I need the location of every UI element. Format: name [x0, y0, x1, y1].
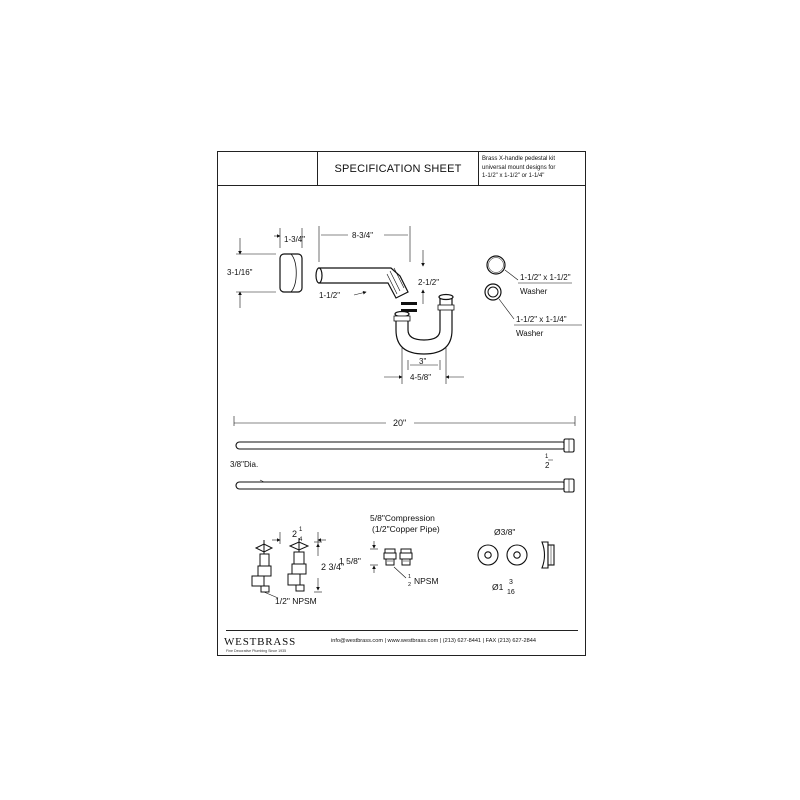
supply-tube-lower — [236, 479, 574, 492]
washer-large-label: 1-1/2" x 1-1/2" — [520, 273, 571, 282]
tube-end-numerator: 1 — [545, 454, 549, 460]
nut-thread-numerator: 1 — [408, 574, 412, 580]
valve-left — [252, 540, 272, 592]
escutcheon-side — [542, 542, 554, 568]
valve-right — [288, 538, 308, 591]
flange-width-label: 1-3/4" — [284, 235, 306, 244]
valve-height-label: 2 3/4" — [321, 562, 345, 572]
arm-diameter-arrow — [354, 292, 366, 295]
brand-logo: WESTBRASS — [224, 636, 296, 648]
arm-length-label: 8-3/4" — [352, 231, 374, 240]
flange-part — [280, 254, 302, 292]
valve-width-denominator: 4 — [299, 537, 303, 543]
washer-large — [487, 256, 505, 274]
escutcheon-inner-label: Ø3/8" — [494, 527, 516, 537]
valve-thread-label: 1/2" NPSM — [275, 596, 317, 606]
escutcheon-outer-numerator: 3 — [509, 579, 513, 586]
washer-small — [485, 284, 501, 300]
arm-diameter-label: 1-1/2" — [319, 291, 341, 300]
tube-length-label: 20" — [393, 418, 407, 428]
escutcheon-outer-label: Ø1 — [492, 582, 504, 592]
nut-thread-denominator: 2 — [408, 582, 412, 588]
compression-label: 5/8"Compression — [370, 513, 435, 523]
dim-nut-height — [370, 541, 378, 573]
flange-height-label: 3-1/16" — [227, 268, 253, 277]
trap-outer-label: 4-5/8" — [410, 373, 432, 382]
brand-tagline: Fine Decorative Plumbing Since 1935 — [226, 649, 287, 653]
description-line: Brass X-handle pedestal kit — [482, 156, 556, 162]
footer-divider — [226, 630, 578, 631]
tube-end-denominator: 2 — [545, 461, 550, 470]
escutcheon-outer-denominator: 16 — [507, 589, 515, 596]
tube-diameter-label: 3/8"Dia. — [230, 460, 259, 469]
compression-nut-left — [384, 549, 396, 565]
compression-sublabel: (1/2"Copper Pipe) — [372, 524, 440, 534]
nut-height-label: 1 5/8" — [339, 556, 361, 566]
contact-info: info@westbrass.com | www.westbrass.com | (213) 627-8441 | FAX (213) 627-2844 — [331, 638, 536, 644]
escutcheon-left — [478, 545, 498, 565]
washer-small-label: 1-1/2" x 1-1/4" — [516, 315, 567, 324]
compression-nut-right — [400, 549, 412, 565]
nut-thread-leader — [394, 567, 406, 578]
arm-drop-label: 2-1/2" — [418, 278, 440, 287]
specification-sheet — [217, 151, 586, 656]
washer-small-leader — [499, 299, 514, 319]
washer-small-caption: Washer — [516, 329, 544, 338]
washer-large-leader — [505, 270, 518, 280]
nut-thread-label: NPSM — [414, 576, 439, 586]
valve-width-whole: 2 — [292, 529, 298, 539]
description-line: universal mount designs for — [482, 164, 556, 171]
description-line: 1-1/2" x 1-1/2" or 1-1/4" — [482, 173, 545, 179]
valve-width-numerator: 1 — [299, 527, 303, 533]
page-title: SPECIFICATION SHEET — [318, 152, 479, 185]
nut-part — [401, 302, 417, 312]
supply-tube-upper — [236, 439, 574, 452]
washer-large-caption: Washer — [520, 287, 548, 296]
escutcheon-right — [507, 545, 527, 565]
trap-inner-label: 3" — [419, 357, 427, 366]
technical-drawing — [218, 152, 585, 630]
